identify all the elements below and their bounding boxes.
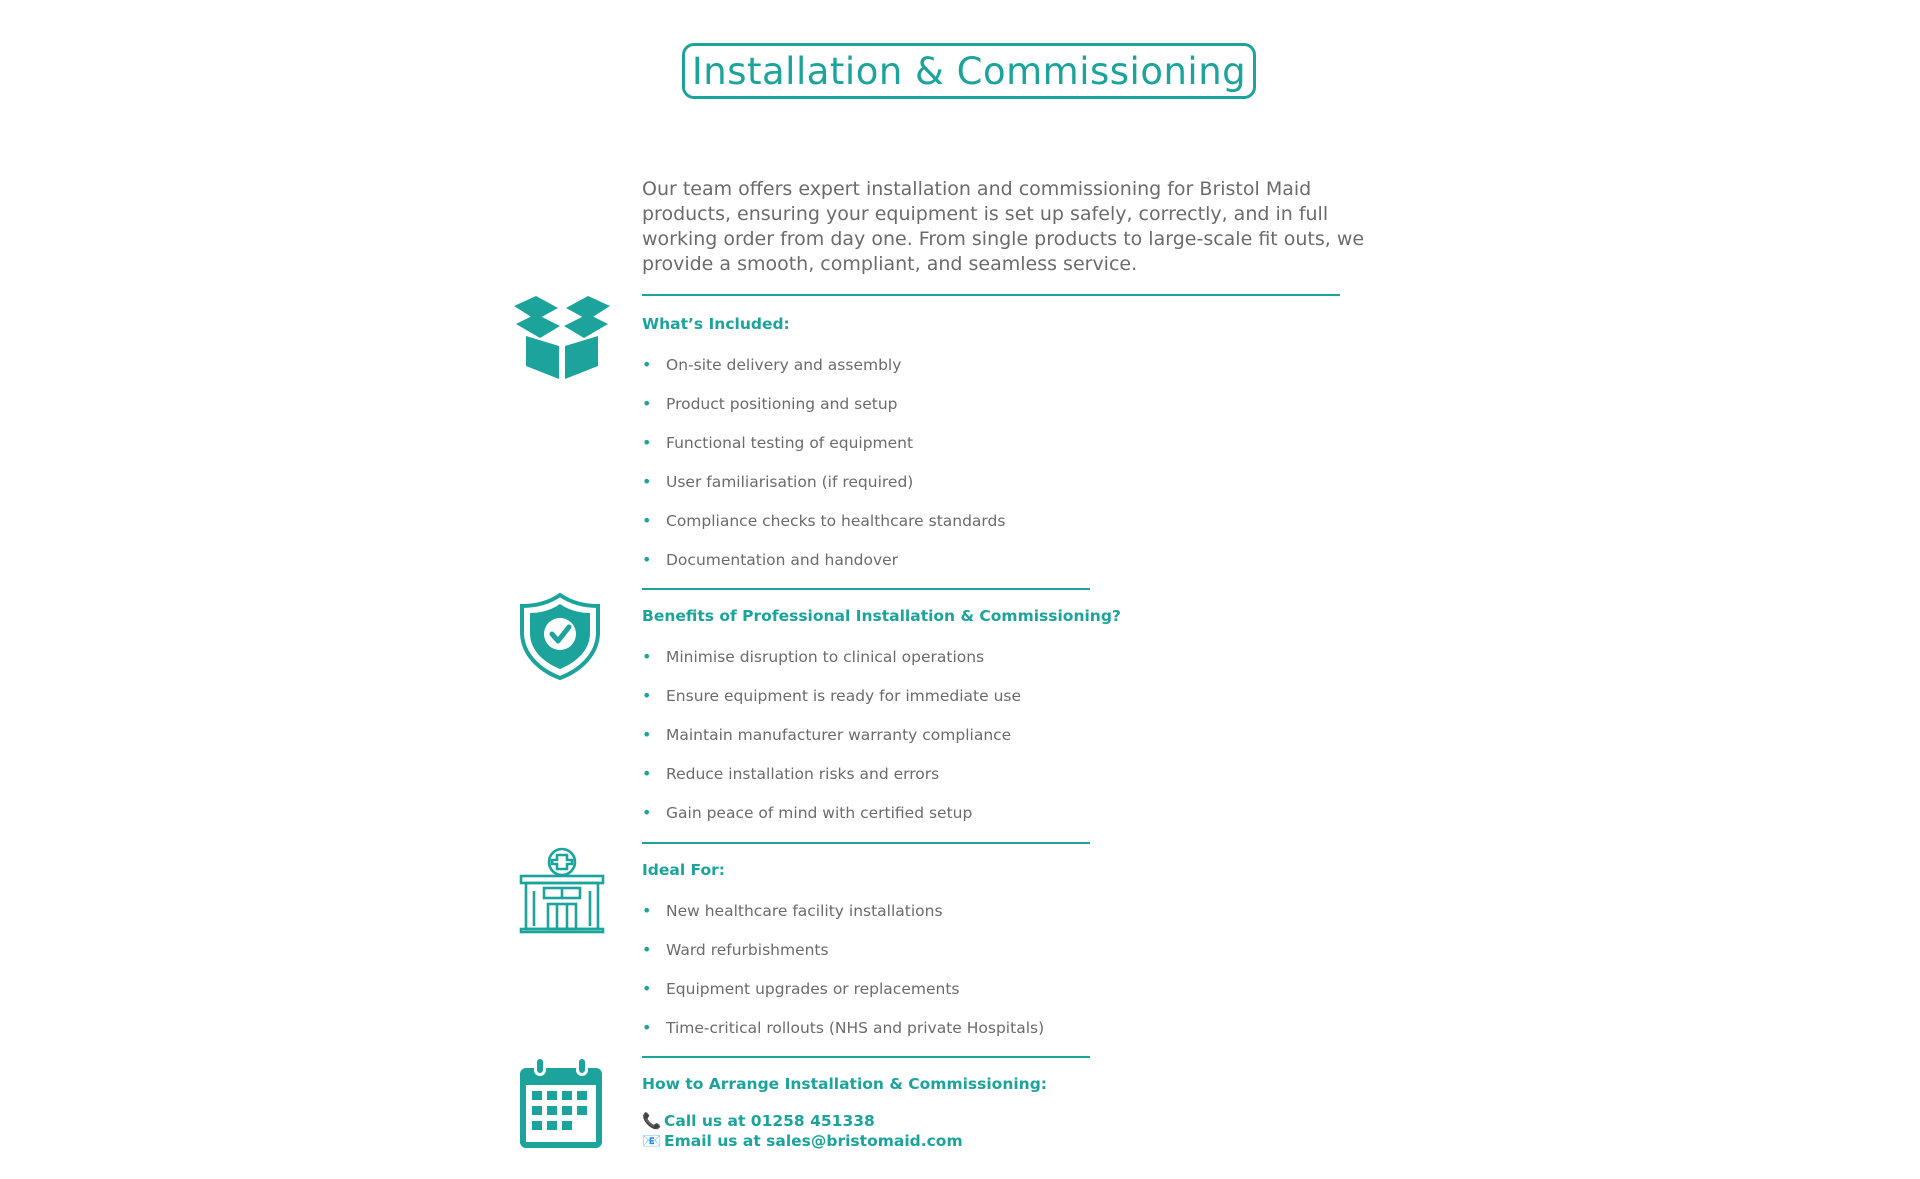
bullet-icon: • [642, 1018, 652, 1037]
list-item-text: User familiarisation (if required) [666, 473, 914, 491]
list-item-text: On-site delivery and assembly [666, 356, 902, 374]
bullet-icon: • [642, 647, 652, 666]
bullet-icon: • [642, 394, 652, 413]
box-icon [512, 294, 612, 380]
hospital-icon [518, 846, 606, 934]
list-item [642, 764, 1021, 803]
list-item-text: Gain peace of mind with certified setup [666, 804, 973, 822]
divider-intro [642, 294, 1340, 296]
bullet-icon: • [642, 940, 652, 959]
list-item [642, 511, 1005, 550]
arrange-heading: How to Arrange Installation & Commissioning: [642, 1075, 1047, 1093]
bullet-icon: • [642, 901, 652, 920]
page-title-box [682, 43, 1256, 99]
list-item [642, 355, 1005, 394]
bullet-icon: • [642, 686, 652, 705]
list-item [642, 433, 1005, 472]
list-item-text: Documentation and handover [666, 551, 899, 569]
divider-included [642, 588, 1090, 590]
list-item [642, 1018, 1044, 1057]
list-item [642, 550, 1005, 589]
included-list [642, 355, 1005, 589]
list-item [642, 686, 1021, 725]
ideal-heading: Ideal For: [642, 861, 725, 879]
list-item [642, 979, 1044, 1018]
phone-icon: 📞 [642, 1112, 662, 1130]
list-item [642, 901, 1044, 940]
bullet-icon: • [642, 725, 652, 744]
divider-ideal [642, 1056, 1090, 1058]
bullet-icon: • [642, 979, 652, 998]
ideal-list [642, 901, 1044, 1057]
list-item-text: Time-critical rollouts (NHS and private Hospitals) [666, 1019, 1045, 1037]
page-title: Installation & Commissioning [691, 49, 1247, 93]
bullet-icon: • [642, 355, 652, 374]
list-item-text: Reduce installation risks and errors [666, 765, 940, 783]
email-icon: 📧 [642, 1132, 662, 1150]
list-item-text: Maintain manufacturer warranty compliance [666, 726, 1012, 744]
bullet-icon: • [642, 511, 652, 530]
list-item [642, 472, 1005, 511]
email-line[interactable] [642, 1131, 963, 1151]
bullet-icon: • [642, 764, 652, 783]
list-item-text: Compliance checks to healthcare standards [666, 512, 1006, 530]
list-item-text: Functional testing of equipment [666, 434, 914, 452]
calendar-icon [518, 1058, 604, 1150]
shield-check-icon [519, 592, 601, 680]
phone-link[interactable]: Call us at 01258 451338 [664, 1112, 875, 1130]
bullet-icon: • [642, 433, 652, 452]
list-item [642, 394, 1005, 433]
list-item-text: Equipment upgrades or replacements [666, 980, 960, 998]
included-heading: What’s Included: [642, 315, 790, 333]
list-item-text: Product positioning and setup [666, 395, 898, 413]
list-item-text: Minimise disruption to clinical operations [666, 648, 985, 666]
bullet-icon: • [642, 550, 652, 569]
bullet-icon: • [642, 472, 652, 491]
phone-line[interactable] [642, 1111, 875, 1131]
list-item [642, 803, 1021, 842]
intro-paragraph: Our team offers expert installation and commissioning for Bristol Maid products, ensuring your equipment is set up safely, correctly, and in full working order from day one. From single products to large-scale fit outs, we provide a smooth, compliant, and seamless service. [642, 178, 1365, 275]
list-item-text: Ensure equipment is ready for immediate use [666, 687, 1022, 705]
benefits-list [642, 647, 1021, 842]
list-item-text: Ward refurbishments [666, 941, 829, 959]
list-item-text: New healthcare facility installations [666, 902, 943, 920]
benefits-heading: Benefits of Professional Installation & Commissioning? [642, 607, 1121, 625]
divider-benefits [642, 842, 1090, 844]
email-link[interactable]: Email us at sales@bristomaid.com [664, 1132, 963, 1150]
list-item [642, 725, 1021, 764]
list-item [642, 647, 1021, 686]
list-item [642, 940, 1044, 979]
bullet-icon: • [642, 803, 652, 822]
